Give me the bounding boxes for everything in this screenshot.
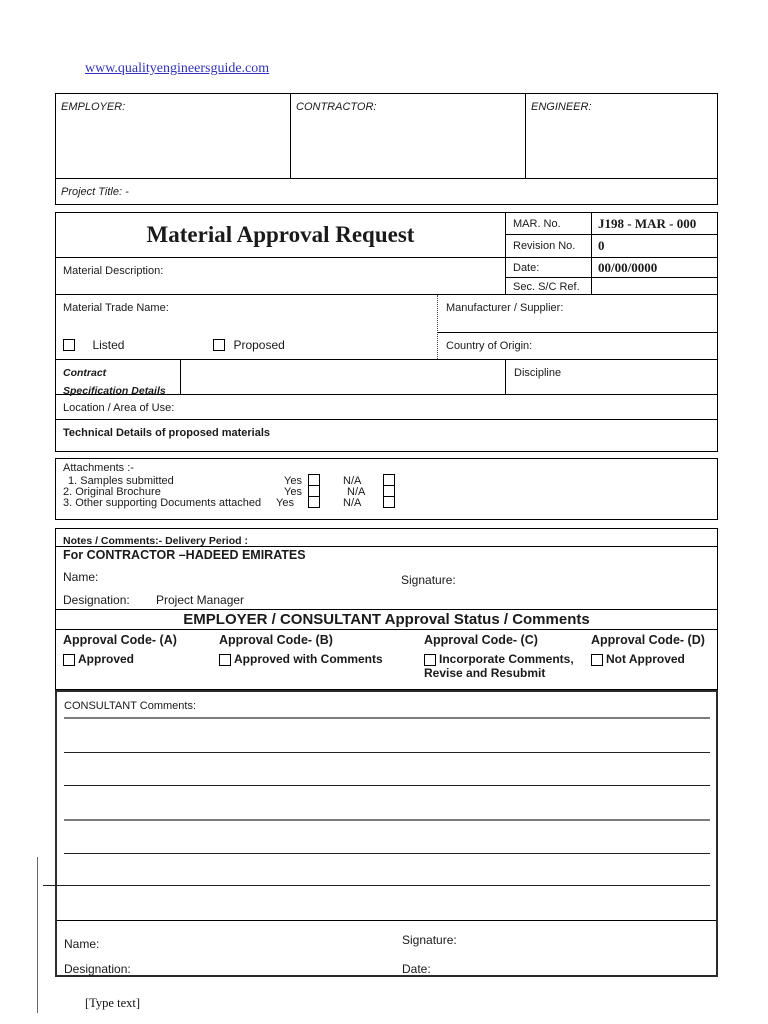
yes-label: Yes (284, 475, 302, 487)
approved-label: Approved (78, 652, 135, 666)
form-title: Material Approval Request (146, 222, 415, 247)
approval-option-b (219, 652, 419, 666)
approval-code-a: Approval Code- (A) (63, 633, 177, 647)
technical-details-label: Technical Details of proposed materials (63, 427, 271, 439)
consultant-comments-box (55, 690, 718, 977)
approved-with-comments-label: Approved with Comments (234, 652, 383, 666)
project-title-cell (56, 178, 717, 205)
approval-option-d (591, 652, 716, 666)
consultant-date-label: Date: (402, 962, 431, 976)
contract-spec-row (55, 360, 718, 395)
incorporate-comments-label: Incorporate Comments, Revise and Resubmit (424, 652, 574, 680)
signoff-divider (57, 920, 716, 921)
trade-name-label: Material Trade Name: (63, 302, 169, 314)
approval-heading: EMPLOYER / CONSULTANT Approval Status / Comments (56, 610, 717, 630)
approval-option-a (63, 652, 213, 666)
attachments-box (55, 458, 718, 520)
contractor-designation-label: Designation: (63, 593, 130, 607)
manufacturer-cell (438, 295, 717, 333)
consultant-name-label: Name: (64, 937, 100, 951)
date-row (506, 258, 718, 278)
na-label: N/A (343, 475, 362, 487)
yes-label: Yes (284, 486, 302, 498)
comment-line (43, 885, 710, 886)
consultant-designation-label: Designation: (64, 962, 131, 976)
other-docs-yes-checkbox[interactable] (308, 496, 320, 508)
contractor-signoff-box (55, 547, 718, 610)
approval-code-d: Approval Code- (D) (591, 633, 705, 647)
na-label: N/A (343, 497, 362, 509)
attachment-label: 1. Samples submitted (68, 475, 174, 487)
location-row (55, 395, 718, 420)
discipline-label: Discipline (514, 367, 562, 379)
proposed-checkbox[interactable] (213, 339, 225, 351)
comment-line (64, 853, 710, 854)
contractor-designation-value: Project Manager (156, 593, 245, 607)
revision-row (506, 235, 718, 258)
contractor-label: CONTRACTOR: (296, 101, 377, 113)
attachments-heading: Attachments :- (63, 462, 134, 474)
label-value-divider (591, 213, 592, 294)
trade-name-section (55, 295, 718, 360)
contractor-heading: For CONTRACTOR –HADEED EMIRATES (63, 548, 306, 562)
approved-with-comments-checkbox[interactable] (219, 654, 231, 666)
comment-line (64, 752, 710, 753)
employer-cell (56, 94, 291, 178)
proposed-label: Proposed (233, 338, 285, 352)
contract-spec-value-cell (181, 360, 506, 394)
comment-line (64, 717, 710, 719)
notes-label: Notes / Comments:- Delivery Period : (63, 535, 248, 547)
notes-row (55, 528, 718, 547)
approval-code-b: Approval Code- (B) (219, 633, 333, 647)
site-link[interactable]: www.qualityengineersguide.com (85, 61, 270, 76)
mar-no-value: J198 - MAR - 000 (598, 215, 697, 231)
approval-status-box (55, 610, 718, 690)
title-block (55, 212, 718, 295)
attachment-label: 2. Original Brochure (63, 486, 161, 498)
revision-value: 0 (598, 238, 605, 253)
technical-details-row (55, 420, 718, 452)
consultant-signature-label: Signature: (402, 933, 457, 947)
form-title-cell (56, 213, 506, 258)
mar-no-label: MAR. No. (513, 217, 561, 230)
date-label: Date: (513, 261, 540, 274)
approval-option-c (424, 652, 589, 680)
na-label: N/A (347, 486, 366, 498)
material-description-label: Material Description: (63, 265, 164, 277)
approval-code-c: Approval Code- (C) (424, 633, 538, 647)
attachment-item (56, 497, 717, 509)
margin-line (37, 857, 38, 1013)
approved-checkbox[interactable] (63, 654, 75, 666)
incorporate-comments-checkbox[interactable] (424, 654, 436, 666)
attachment-label: 3. Other supporting Documents attached (63, 497, 262, 509)
contractor-cell (291, 94, 526, 178)
manufacturer-label: Manufacturer / Supplier: (446, 302, 564, 314)
engineer-cell (526, 94, 717, 178)
material-description-cell (56, 258, 506, 294)
listed-checkbox[interactable] (63, 339, 75, 351)
origin-cell (438, 333, 717, 359)
contract-spec-cell (56, 360, 181, 397)
contractor-signature-label: Signature: (401, 573, 456, 587)
date-value: 00/00/0000 (598, 259, 658, 275)
comment-line (64, 785, 710, 786)
mar-no-row (506, 213, 718, 235)
listed-label: Listed (92, 338, 125, 352)
revision-label: Revision No. (513, 240, 576, 252)
comment-line (64, 819, 710, 821)
origin-label: Country of Origin: (446, 340, 533, 352)
yes-label: Yes (276, 497, 294, 509)
parties-table (55, 93, 718, 205)
not-approved-checkbox[interactable] (591, 654, 603, 666)
other-docs-na-checkbox[interactable] (383, 496, 395, 508)
sec-ref-row (506, 278, 718, 295)
project-title-label: Project Title: - (61, 186, 129, 198)
consultant-comments-label: CONSULTANT Comments: (64, 700, 197, 712)
employer-label: EMPLOYER: (61, 101, 126, 113)
location-label: Location / Area of Use: (63, 402, 175, 414)
engineer-label: ENGINEER: (531, 101, 592, 113)
type-text-placeholder: [Type text] (85, 996, 141, 1010)
not-approved-label: Not Approved (606, 652, 685, 666)
contractor-name-label: Name: (63, 570, 99, 584)
sec-ref-label: Sec. S/C Ref. (513, 280, 580, 293)
contract-spec-label: Contract Specification Details (63, 367, 166, 397)
discipline-cell (506, 360, 717, 394)
trade-name-cell (56, 295, 438, 359)
